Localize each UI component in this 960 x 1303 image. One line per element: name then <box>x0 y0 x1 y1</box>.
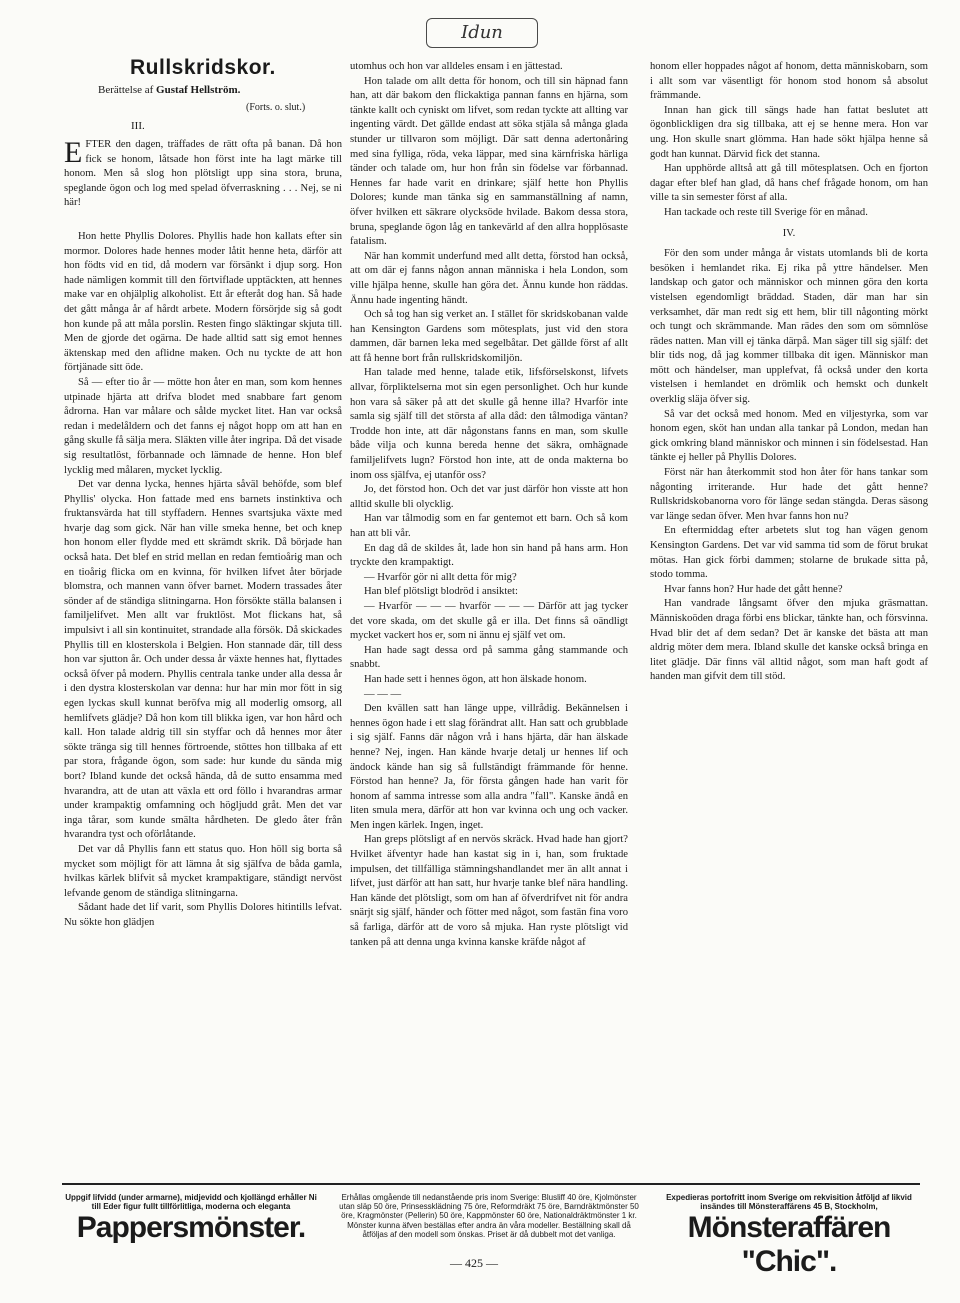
paragraph: Innan han gick till sängs hade han fattat beslutet att ögonblickligen dra sig tillbaka, att ej se henne mera. Hon var ung. Hon skulle snart glömma. Han hade sökt hjälpa henne så godt han kunnat. Därvid fick det stanna. <box>650 104 928 160</box>
paragraph: För den som under många år vistats utomlands bli de korta besöken i hemlandet rika. Ej rika på yttre händelser. Men landskap och gator och människor och minnen göra den korta vistelsen egendomligt bräddad. Staden, där man har sin verksamhet, där man redt sig ett hem, blir till någonting mörkt och tungt och skrämmande. Man rädes den som om sömnlöse rädes natten. Man vill ej tänka därpå. Man säger till sig själf: det blir tids nog, då jag kommer tillbaka dit igen. Människor man mött och händelser, man upplefvat, få också under den korta vistelsen i hemlandet en drömlik och hemskt och dunkelt overklig släja öfver sig. <box>650 248 928 406</box>
paragraph: Han hade sagt dessa ord på samma gång stammande och snabbt. <box>350 644 628 671</box>
section-number-iv: IV. <box>782 227 796 239</box>
ad2-text: Erhållas omgående till nedanstående pris inom Sverige: Blusliff 40 öre, Kjolmönster utan släp 50 öre, Prinsessklädning 75 öre, Reformdräkt 75 öre, Barndräktmönster 50 öre, Kragmönster (Pellerin) 50 öre, Kappmönster 60 öre, Nationaldräktmönster 1 kr. Mönster kunna äfven beställas efter andra än våra modeller. Beställning skall då åtföljas af den modell som önskas. Priset är då dubbelt mot det vanliga. <box>339 1193 639 1239</box>
paragraph: En eftermiddag efter arbetets slut tog han vägen genom Kensington Gardens. Det var vid samma tid som de förut brukat mötas. Han gick förbi dammen; stolarne de brukade sitta på, stodo tomma. <box>650 525 928 581</box>
drop-cap: E <box>64 136 83 169</box>
article-title: Rullskridskor. <box>130 56 276 79</box>
byline <box>98 84 240 96</box>
paragraph: Han greps plötsligt af en nervös skräck. Hvad hade han gjort? Hvilket äfventyr hade han kastat sig in i, han, som fruktade impulsen, det tillfälliga stämningshandlandet mer än allt annat i lifvet, just därför att han satt, hur hvarje tanke blef nära handling. Han kände det plötsligt, som om han af öfverdrifvet nit för andra snärjt sig själf, händer och fötter med något, som fastän fina voro så farliga, därför att de voro så mjuka. Han ryste plötsligt vid tanken på att denna unga kvinna kanske kräfde något af <box>350 834 628 948</box>
paragraph: Så — efter tio år — mötte hon åter en man, som kom hennes utpinade hjärta att drifva blodet med snabbare fart genom ådrorna. Han var målare och sålde mycket litet. Han var också redan i medelåldern och det fanns ej något hopp om att han en gång skulle få sälja mera. Släkten ville åter ingripa. Då det visade sig resultatlöst, förbannade och lämnade de henne. Hon blef lycklig med målaren, mycket lycklig. <box>64 376 342 476</box>
opening-paragraph <box>64 138 342 211</box>
ad1-headline: Pappersmönster. <box>76 1211 306 1244</box>
paragraph: Först när han återkommit stod hon åter för hans tankar som någonting irriterande. Hur hade det gått henne? Rullskridskobanorna voro för länge sedan stängda. Deras säsong var länge sedan öfver. Men hvar fanns hon nu? <box>650 467 928 522</box>
paragraph: Han talade med henne, talade etik, lifsförselskonst, lifvets allvar, förpliktelserna mot sin egen personlighet. Och hur kunde hon vara så säker på att det skulle gå henne illa? Hvarför inte samla sig själf till det största af alla dåd: den tålmodiga väntan? Trodde hon inte, att där någonstans fanns en man, som skulle både vilja och kunna bereda henne det säkra, omhägnade familjelifvets lugn? Förstod hon inte, att de onda makterna bo inom oss själfva, ej utanför oss? <box>350 367 628 481</box>
paragraph: En dag då de skildes åt, lade hon sin hand på hans arm. Hon tryckte den krampaktigt. <box>350 542 628 569</box>
paragraph: Det var då Phyllis fann ett status quo. Hon höll sig borta så mycket som möjligt för att lämna åt sig själfva de båda gamla, hvilkas kärlek blifvit så mycket krampaktigare, ständigt nervöst lefvande genom de ständiga slitningarna. <box>64 843 342 899</box>
ad-pappersmonster <box>62 1193 320 1245</box>
column-1 <box>64 230 342 931</box>
paragraph: Han var tålmodig som en far gentemot ett barn. Och så kom han att bli vår. <box>350 513 628 539</box>
paragraph: honom eller hoppades något af honom, detta människobarn, som i allt som var väsentligt för honom stod honom så absolut främmande. <box>650 61 928 102</box>
paragraph: — Hvarför — — — hvarför — — — Därför att jag tycker det vore skada, om det skulle gå er illa. Det finns så oändligt mycket vackert hos er, som ni ännu ej själf vet om. <box>350 600 628 642</box>
paragraph: Han tackade och reste till Sverige för en månad. <box>664 206 868 218</box>
author-name: Gustaf Hellström. <box>156 84 241 96</box>
ad-chic <box>658 1193 920 1279</box>
paragraph: Hvar fanns hon? Hur hade det gått henne? <box>664 583 843 595</box>
opening-text: FTER den dagen, träffades de rätt ofta på banan. Då hon fick se honom, låtsade hon först inte ha lagt märke till honom. Men så slog hon plötsligt upp sina stora, bruna, speglande ögon och log med spelad öfverraskning . . . Nej, se ni här! <box>64 139 342 209</box>
paragraph: Hon hette Phyllis Dolores. Phyllis hade hon kallats efter sin mormor. Dolores hade hennes moder låtit henne heta, därför att hon födts vid en tid, då modern var försänkt i djup sorg. Hon hade nämligen kommit till den förtviflade upptäckten, att hennes make var en ohjälplig alkoholist. Ett år efteråt dog han. Så hade det gått många år af hårdt arbete. Modern försörjde sig så godt hon kunde på att måla porslin. Resten fingo släktingar skjuta till. Men de gjorde det ogärna. De hade alltid satt sig emot hennes äktenskap med den aflidne maken. Och nu tyckte de att hon förtjänade sitt öde. <box>64 231 342 374</box>
byline-prefix: Berättelse af <box>98 84 154 96</box>
section-number-iii: III. <box>131 120 145 132</box>
ad-price-list <box>336 1193 642 1239</box>
page-number: — 425 — <box>450 1256 498 1270</box>
library-stamp: Idun <box>426 18 538 48</box>
paragraph: Sådant hade det lif varit, som Phyllis Dolores hitintills lefvat. Nu sökte hon glädjen <box>64 902 342 928</box>
paragraph: utomhus och hon var alldeles ensam i en jättestad. <box>350 61 563 72</box>
paragraph: Och så tog han sig verket an. I stället för skridskobanan valde han Kensington Gardens som mötesplats, just vid den stora dammen, där barnen leka med segelbåtar. Det gällde först af allt att få henne bort från rullskridskomiljön. <box>350 309 628 364</box>
paragraph: Jo, det förstod hon. Och det var just därför hon visste att hon alltid skulle bli olycklig. <box>350 484 628 510</box>
paragraph: — Hvarför gör ni allt detta för mig? <box>364 571 517 583</box>
paragraph: Hon talade om allt detta för honom, och till sin häpnad fann han, att där bakom den flickaktiga pannan fanns en hjärna, som tänkte kallt och cyniskt om lifvet, som redan tyckte att allting var ingenting värdt. Det gällde endast att söka stjäla så många glada stunder ur tillvaron som möjligt. Där satt denna adertonåring med sina fylliga, röda, veka läppar, med sina kärnfriska härliga tänder och talade om, hur hon från sin födelse var förbannad. Hennes far hade varit en drinkare; själf hette hon Phyllis Dolores; kunde man tänka sig en sammanställning af namn, öfver hvilken ett säkrare olycksöde hvilade. Bakom dessa stora, bruna, speglande ögon låg en tankevärld af den allra hopplösaste fatalism. <box>350 75 628 248</box>
paragraph: Han upphörde alltså att gå till mötesplatsen. Och en fjorton dagar efter blef han glad, då hans chef frågade honom, om han ville ta sin semester först af alla. <box>650 163 928 204</box>
ad3-headline: Mönsteraffären "Chic". <box>687 1211 891 1278</box>
continuation-note: (Forts. o. slut.) <box>246 102 306 113</box>
ad3-text: Expedieras portofritt inom Sverige om rekvisition åtföljd af likvid insändes till Mönsteraffärens 45 B, Stockholm, <box>666 1193 912 1211</box>
paragraph: Han hade sett i hennes ögon, att hon älskade honom. <box>364 673 587 685</box>
paragraph: Så var det också med honom. Med en viljestyrka, som var honom egen, sköt han undan alla tankar på London, medan han gick omkring bland människor och minnen i sin födelsestad. Han tänkte ej heller på Phyllis Dolores. <box>650 408 928 464</box>
paragraph: Den kvällen satt han länge uppe, villrådig. Bekännelsen i hennes ögon hade i ett slag förändrat allt. Han satt och grubblade i sig själf. Fanns där någon vrå i hans hjärta, där han älskade henne? Nej, ingen. Han kände hvarje detalj ur hennes lif och ändock kände han sig så fullständigt främmande för henne. Förstod han henne? Ja, för första gången hade han varit för honom af samma intresse som alla andra "fall". Kanske ändå en liten smula mera, därför att hon var kvinna och ung och vacker. Men ingen kärlek. Ingen, inget. <box>350 703 628 831</box>
section-break: — — — <box>364 688 402 700</box>
paragraph: Han blef plötsligt blodröd i ansiktet: <box>364 586 518 598</box>
ad1-text: Uppgif lifvidd (under armarne), midjevidd och kjollängd erhåller Ni till Eder figur fullt tillförlitliga, moderna och eleganta <box>65 1193 317 1211</box>
paragraph: Det var denna lycka, hennes hjärta såväl behöfde, som blef Phyllis' olycka. Hon fattade med ens barnets instinktiva och fruktansvärda hat till styffadern. Hennes svartsjuka växte med hvarje dag som gick. När han ville smeka henne, bet och knep hon honom eller flydde med ett skrämdt skrik. Då började han också hata. Det blef en strid mellan en redan femtioårig man och en tioårig flicka om en kvinna, för hvilken lifvet åter började blomstra, och mannen vann öfver barnet. Modern trassades åter sönder af de ständiga slitningarna. Hon försökte ställa balansen i familjelifvet. Men allt var fruktlöst. Mot flickans hat, så impulsivt i all sin kontinuitet, strandade alla försök. Då skickades Phyllis till en klosterskola i Belgien. Hon stannade där, till dess hon var sjutton år. Och under dessa år växte hennes hat, flyttades också öfver på modern. Phyllis centrala tanke under alla dessa år i den dystra klosterskolan var denna: hur har min mor fött in sig egen lyckas skull kunnat beröfva mig all moderlig omsorg, all hemlifvets glädje? Då hon kom till blikka igen, var hon hård och kall. Hon talade aldrig till sin styffar och då hennes mor åter sökte tränga sig till hennes förtroende, stöttes hon tillbaka af ett par stora, frågande ögon, som sade: hur kunde du sända mig bort? Ibland kunde det också hända, då de sutto ensamma med hvarandra, att de utan att växla ett ord föllo i hvarandras armar under krampaktig omfamning och högljudd gråt. Men det var inga tårar, som kunde smälta hårdheten. De gledo åter från hvarandra tyst och oförlåtande. <box>64 479 342 841</box>
paragraph: Han vandrade långsamt öfver den mjuka gräsmattan. Människoöden draga förbi ens blickar, tänkte han, och försvinna. Hvad blir det af dem sedan? Det är kanske det bästa att man aldrig möter dem mera. Ibland skulle det kanske också bringa en litet glädje. Där finns väl alltid något, som man haft godt af handen man gifvit dem till stöd. <box>650 598 928 683</box>
paragraph: När han kommit underfund med allt detta, förstod han också, att om där ej fanns någon annan människa i hela London, som ville hjälpa henne, skulle han göra det. Ännu kunde hon räddas. Ännu hade ingenting händt. <box>350 250 628 306</box>
column-3 <box>650 60 928 685</box>
column-2 <box>350 60 628 950</box>
